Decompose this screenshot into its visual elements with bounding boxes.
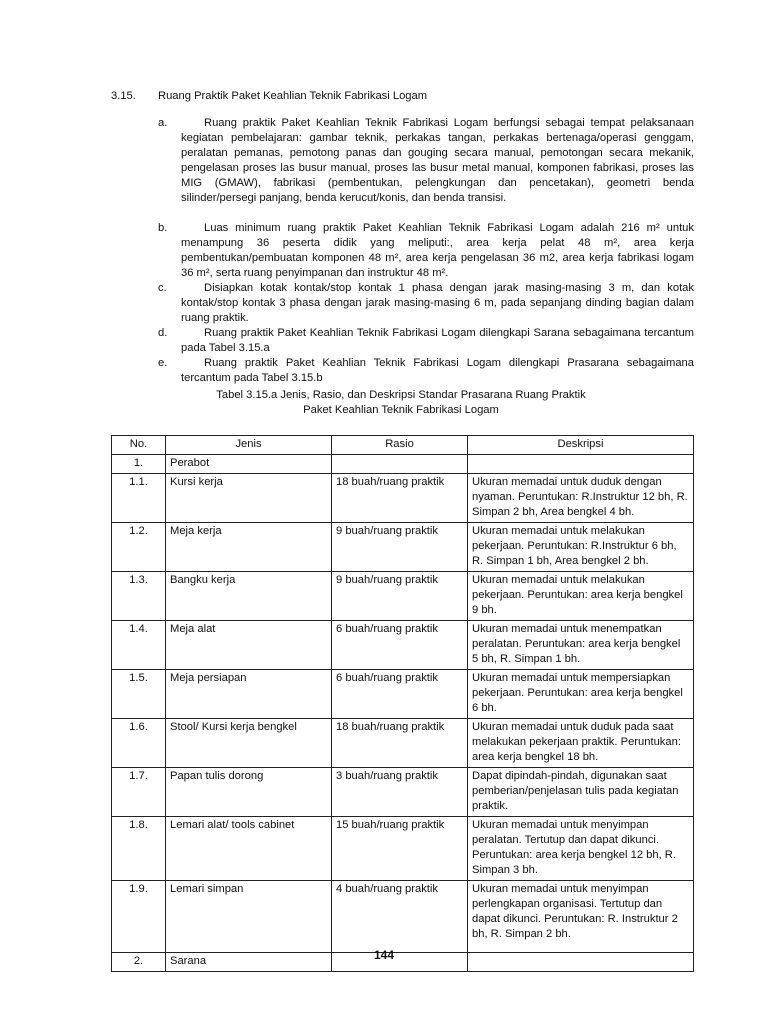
cell-deskripsi: Dapat dipindah-pindah, digunakan saat pemberian/penjelasan tulis pada kegiatan praktik. <box>468 768 694 817</box>
cell-deskripsi: Ukuran memadai untuk melakukan pekerjaan. Peruntukan: area kerja bengkel 9 bh. <box>468 572 694 621</box>
cell-deskripsi: Ukuran memadai untuk melakukan pekerjaan. Peruntukan: R.Instruktur 6 bh, R. Simpan 1 bh, Area bengkel 2 bh. <box>468 523 694 572</box>
list-item <box>158 326 694 356</box>
item-text: Disiapkan kotak kontak/stop kontak 1 phasa dengan jarak masing-masing 3 m, dan kotak kontak/stop kontak 3 phasa dengan jarak masing-masing 6 m, pada sepanjang dinding bagian dalam ruang praktik. <box>181 282 694 324</box>
cell-deskripsi: Ukuran memadai untuk menyimpan peralatan. Tertutup dan dapat dikunci. Peruntukan: area kerja bengkel 12 bh, R. Simpan 3 bh. <box>468 817 694 881</box>
list-item <box>158 281 694 326</box>
item-text: Ruang praktik Paket Keahlian Teknik Fabrikasi Logam dilengkapi Sarana sebagaimana tercantum pada Tabel 3.15.a <box>181 327 694 354</box>
list-item <box>158 116 694 221</box>
cell-jenis: Kursi kerja <box>166 474 332 523</box>
header-rasio: Rasio <box>332 436 468 455</box>
standards-table <box>111 435 694 972</box>
cell-jenis: Meja kerja <box>166 523 332 572</box>
cell-no: 1.3. <box>112 572 166 621</box>
cell-jenis: Papan tulis dorong <box>166 768 332 817</box>
table-row <box>112 474 694 523</box>
cell-no: 1.9. <box>112 881 166 953</box>
table-row <box>112 455 694 474</box>
caption-line-1: Tabel 3.15.a Jenis, Rasio, dan Deskripsi Standar Prasarana Ruang Praktik <box>216 389 586 401</box>
cell-no: 1.2. <box>112 523 166 572</box>
cell-no: 1.1. <box>112 474 166 523</box>
cell-no: 1.8. <box>112 817 166 881</box>
cell-jenis: Lemari alat/ tools cabinet <box>166 817 332 881</box>
item-text: Ruang praktik Paket Keahlian Teknik Fabrikasi Logam berfungsi sebagai tempat pelaksanaan kegiatan pembelajaran: gambar teknik, perkakas tangan, perkakas bertenaga/operasi genggam, peralatan pemanas, pemotong panas dan gouging secara manual, pemotongan secara mekanik, pengelasan proses las busur manual, proses las busur metal manual, komponen fabrikasi, proses las MIG (GMAW), fabrikasi (pembentukan, pelengkungan dan pencetakan), geometri benda silinder/persegi panjang, benda kerucut/konis, dan benda transisi. <box>181 117 694 204</box>
table-row <box>112 719 694 768</box>
cell-rasio: 6 buah/ruang praktik <box>332 670 468 719</box>
cell-jenis: Perabot <box>166 455 332 474</box>
cell-jenis: Lemari simpan <box>166 881 332 953</box>
cell-jenis: Meja persiapan <box>166 670 332 719</box>
item-text: Ruang praktik Paket Keahlian Teknik Fabrikasi Logam dilengkapi Prasarana sebagaimana tercantum pada Tabel 3.15.b <box>181 357 694 384</box>
cell-rasio: 15 buah/ruang praktik <box>332 817 468 881</box>
table-row <box>112 523 694 572</box>
table-row <box>112 572 694 621</box>
cell-no: 1.5. <box>112 670 166 719</box>
cell-rasio: 6 buah/ruang praktik <box>332 621 468 670</box>
cell-rasio <box>332 455 468 474</box>
cell-deskripsi: Ukuran memadai untuk menyimpan perlengkapan organisasi. Tertutup dan dapat dikunci. Peruntukan: R. Instruktur 2 bh, R. Simpan 2 bh. <box>468 881 694 953</box>
cell-jenis: Stool/ Kursi kerja bengkel <box>166 719 332 768</box>
table-row <box>112 817 694 881</box>
cell-rasio: 4 buah/ruang praktik <box>332 881 468 953</box>
cell-no: 1.6. <box>112 719 166 768</box>
cell-deskripsi: Ukuran memadai untuk duduk dengan nyaman. Peruntukan: R.Instruktur 12 bh, R. Simpan 2 bh, Area bengkel 4 bh. <box>468 474 694 523</box>
cell-deskripsi: Ukuran memadai untuk mempersiapkan pekerjaan. Peruntukan: area kerja bengkel 6 bh. <box>468 670 694 719</box>
table-header-row <box>112 436 694 455</box>
item-text: Luas minimum ruang praktik Paket Keahlian Teknik Fabrikasi Logam adalah 216 m² untuk menampung 36 peserta didik yang meliputi:, area kerja pelat 48 m², area kerja pembentukan/pembuatan komponen 48 m², area kerja pengelasan 36 m2, area kerja fabrikasi logam 36 m², serta ruang penyimpanan dan instruktur 48 m². <box>181 222 694 279</box>
item-list <box>158 116 694 386</box>
header-no: No. <box>112 436 166 455</box>
cell-no: 2. <box>112 953 166 972</box>
item-marker: b. <box>158 222 168 234</box>
header-jenis: Jenis <box>166 436 332 455</box>
cell-no: 1. <box>112 455 166 474</box>
cell-deskripsi: Ukuran memadai untuk duduk pada saat melakukan pekerjaan praktik. Peruntukan: area kerja bengkel 18 bh. <box>468 719 694 768</box>
list-item <box>158 356 694 386</box>
cell-rasio: 18 buah/ruang praktik <box>332 719 468 768</box>
cell-deskripsi <box>468 455 694 474</box>
list-item <box>158 221 694 281</box>
item-marker: a. <box>158 117 168 129</box>
cell-rasio: 9 buah/ruang praktik <box>332 572 468 621</box>
cell-jenis: Meja alat <box>166 621 332 670</box>
cell-jenis: Bangku kerja <box>166 572 332 621</box>
cell-rasio: 3 buah/ruang praktik <box>332 768 468 817</box>
cell-jenis: Sarana <box>166 953 332 972</box>
cell-rasio: 18 buah/ruang praktik <box>332 474 468 523</box>
cell-deskripsi: Ukuran memadai untuk menempatkan peralatan. Peruntukan: area kerja bengkel 5 bh, R. Simpan 1 bh. <box>468 621 694 670</box>
item-marker: c. <box>158 282 167 294</box>
table-row <box>112 768 694 817</box>
header-deskripsi: Deskripsi <box>468 436 694 455</box>
caption-line-2: Paket Keahlian Teknik Fabrikasi Logam <box>303 404 499 416</box>
cell-no: 1.7. <box>112 768 166 817</box>
table-caption <box>111 388 691 418</box>
section-title: Ruang Praktik Paket Keahlian Teknik Fabrikasi Logam <box>158 90 428 102</box>
item-marker: d. <box>158 327 168 339</box>
item-marker: e. <box>158 357 168 369</box>
cell-no: 1.4. <box>112 621 166 670</box>
table-row <box>112 670 694 719</box>
table-row <box>112 881 694 953</box>
table-row <box>112 621 694 670</box>
section-number: 3.15. <box>111 90 136 102</box>
page-number: 144 <box>373 948 395 962</box>
cell-rasio: 9 buah/ruang praktik <box>332 523 468 572</box>
